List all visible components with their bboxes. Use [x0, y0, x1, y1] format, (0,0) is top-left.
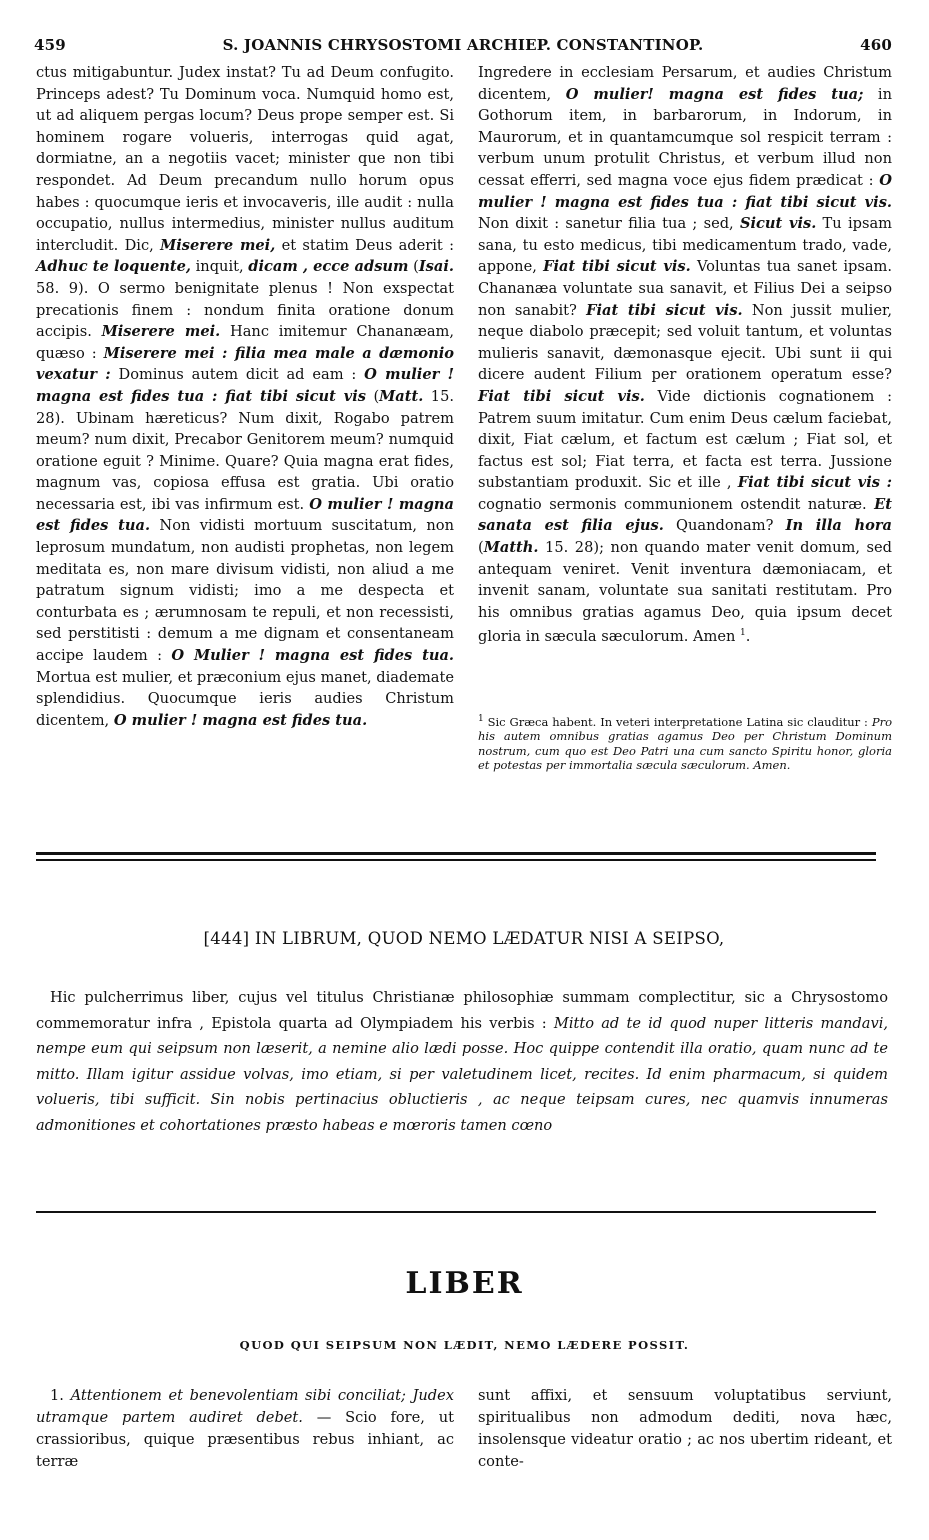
body-left-column [36, 1385, 454, 1473]
footnote-latin-quote: Pro his autem omnibus gratias agamus Deo per Christum Dominum nostrum, cum quo est Deo Patri una cum sancto Spiritu honor, gloria et potestas per immortalia sæcula sæculorum. Amen. [478, 714, 892, 773]
text-run: inquit, [190, 258, 249, 276]
italic-quote: Miserere mei. [101, 323, 221, 341]
text-run: — Scio fore, ut crassioribus, quique præsentibus rebus inhiant, ac terræ [36, 1409, 454, 1470]
italic-quote: Fiat tibi sicut vis : [737, 474, 892, 492]
italic-quote: Adhuc te loquente, [36, 258, 191, 276]
footnote-number: 1 [478, 714, 484, 724]
italic-quote: O mulier ! magna est fides tua : fiat tibi sicut vis [36, 366, 454, 405]
text-run: Hic pulcherrimus liber, cujus vel titulus Christianæ philosophiæ summam complectitur, sic a Chrysostomo commemoratur infra , Epistola quarta ad Olympiadem his verbis : [36, 989, 888, 1032]
text-run: Non vidisti mortuum suscitatum, non leprosum mundatum, non audisti prophetas, non legem meditata es, non mare divisum vidisti, non aliud a me patratum signum vidisti; imo a me despecta et conturbata es ; ærumnosam te repuli, et non recessisti, sed perstitisti : demum a me dignam et consentaneam accipe laudem : [36, 517, 454, 665]
text-run: 58. 9). O sermo benignitate plenus ! Non exspectat precationis finem : nondum finita oratione donum accipis. [36, 279, 454, 341]
text-run: Dominus autem dicit ad eam : [110, 366, 365, 384]
intro-paragraph [36, 985, 888, 1138]
section-number: 1. [50, 1387, 71, 1404]
page-number-left: 459 [34, 36, 66, 54]
italic-quote: Mitto ad te id quod nuper litteris mandavi, nempe eum qui seipsum non læserit, a nemine alio lædi posse. Hoc quippe contendit illa oratio, quam nunc ad te mitto. Illam igitur assidue volvas, imo etiam, si per valetudinem licet, recites. Id enim pharmacum, si quidem volueris, tibi sufficit. Sin nobis pertinacius obluctieris , ac neque teipsam cures, nec quamvis innumeras admonitiones et cohortationes præsto habeas e mœroris tamen cœno [36, 1014, 888, 1134]
italic-quote: O mulier ! magna est fides tua. [36, 495, 454, 535]
divider-rule [36, 1211, 876, 1213]
text-run: Vide dictionis cognationem : Patrem suum imitatur. Cum enim Deus cælum faciebat, dixit, Fiat cælum, et factum est cælum ; Fiat sol, et factus est sol; Fiat terra, et facta est terra. Jussione substantiam produxit. Sic et ille , [478, 387, 892, 492]
italic-quote: Miserere mei, [160, 236, 276, 254]
italic-quote: In illa hora [785, 517, 892, 535]
footnote [478, 712, 892, 773]
italic-quote: Fiat tibi sicut vis. [586, 301, 743, 319]
text-run: Non dixit : sanetur filia tua ; sed, [478, 215, 740, 233]
text-run: Quandonam? [663, 517, 786, 535]
italic-quote: Miserere mei : filia mea male a dæmonio vexatur : [36, 344, 454, 384]
footnote-text: Sic Græca habent. In veteri interpretatione Latina sic clauditur : [483, 714, 872, 729]
text-run: ( [478, 539, 484, 557]
text-run: ( [366, 387, 380, 405]
text-run: ( [408, 258, 419, 276]
text-run: ctus mitigabuntur. Judex instat? Tu ad Deum confugito. Princeps adest? Tu Dominum voca. Numquid homo est, ut ad aliquem pergas locum? Deus prope semper est. Si hominem rogare volueris, interrogas quid agat, dormiatne, an a negotiis vacet; minister que non tibi respondet. Ad Deum precandum nullo horum opus habes : quocumque ieris et invocaveris, ille audit : nulla occupatio, nullus intermedius, minister nullus auditum intercludit. Dic, [36, 64, 454, 254]
italic-quote: Et sanata est filia ejus. [478, 495, 892, 535]
section-summary: Attentionem et benevolentiam sibi conciliat; Judex utramque partem audiret debet. [36, 1387, 454, 1426]
text-run: Voluntas tua sanet ipsam. Chananæa voluntate sua sanavit, et Filius Dei a seipso non sanabit? [478, 258, 893, 319]
left-column [36, 62, 454, 731]
italic-quote: O Mulier ! magna est fides tua. [171, 647, 454, 665]
italic-quote: O mulier ! magna est fides tua. [113, 711, 368, 729]
right-column [478, 62, 892, 648]
text-run: Ingredere in ecclesiam Persarum, et audies Christum dicentem, [478, 64, 892, 103]
citation-ref: Matth. [483, 539, 539, 557]
text-run: . [745, 628, 751, 646]
section-title: [444] IN LIBRUM, QUOD NEMO LÆDATUR NISI A SEIPSO, [203, 929, 725, 948]
italic-quote: O mulier! magna est fides tua; [565, 85, 864, 103]
text-run: 15. 28); non quando mater venit domum, sed antequam veniret. Venit inventura dæmoniacam, et invenit sanam, voluntate sua sanitati restitutam. Pro his omnibus gratias agamus Deo, quia ipsum decet gloria in sæcula sæculorum. Amen [478, 539, 892, 646]
text-run: Hanc imitemur Chananæam, quæso : [36, 323, 454, 362]
text-run: et statim Deus aderit : [275, 236, 454, 254]
right-column-paragraph [478, 62, 892, 648]
citation-ref: Isai. [418, 258, 454, 276]
intro-note [36, 985, 888, 1138]
body-paragraph: sunt affixi, et sensuum voluptatibus serviunt, spiritualibus non admodum dediti, nova hæc, insolensque videatur oratio ; ac nos ubertim rideant, et conte- [478, 1387, 892, 1470]
book-subtitle: QUOD QUI SEIPSUM NON LÆDIT, NEMO LÆDERE POSSIT. [239, 1338, 690, 1352]
italic-quote: Fiat tibi sicut vis. [543, 258, 691, 276]
body-right-column [478, 1385, 892, 1473]
text-run: cognatio sermonis communionem ostendit naturæ. [478, 495, 875, 513]
text-run: 15. 28). Ubinam hæreticus? Num dixit, Rogabo patrem meum? num dixit, Precabor Genitorem meum? numquid oratione eguit ? Minime. Quare? Quia magna erat fides, magnum vas, copiosa effusa est gratia. Ubi oratio necessaria est, ibi vas infirmum est. [36, 387, 454, 513]
section-divider-top [36, 852, 876, 855]
page-number-right: 460 [860, 36, 892, 54]
text-run: Mortua est mulier, et præconium ejus manet, diademate splendidius. Quocumque ieris audies Christum dicentem, [36, 668, 455, 729]
footnote-marker: 1 [740, 628, 746, 639]
text-run: Non jussit mulier, neque diabolo præcepit; sed voluit tantum, et voluntas mulieris sanavit, dæmonasque ejecit. Ubi sunt ii qui dicere audent Filium per orationem operatum esse? [478, 301, 892, 384]
citation-ref: Matt. [379, 387, 424, 405]
book-title: LIBER [405, 1266, 524, 1301]
text-run: Tu ipsam sana, tu esto medicus, tibi medicamentum trado, vade, appone, [478, 215, 892, 276]
running-title: S. JOANNIS CHRYSOSTOMI ARCHIEP. CONSTANTINOP. [222, 36, 704, 54]
italic-quote: Sicut vis. [739, 215, 817, 233]
italic-quote: O mulier ! magna est fides tua : fiat tibi sicut vis. [478, 171, 892, 211]
running-head [34, 36, 892, 58]
text-run: in Gothorum item, in barbarorum, in Indorum, in Maurorum, et in quantamcumque sol respicit terram : verbum unum protulit Christus, et verbum illud non cessat efferri, sed magna voce ejus fidem prædicat : [478, 85, 892, 189]
body-paragraph [36, 1385, 454, 1473]
section-divider-bottom [36, 859, 876, 861]
italic-quote: Fiat tibi sicut vis. [478, 387, 645, 405]
left-column-paragraph [36, 62, 454, 731]
italic-quote: dicam , ecce adsum [248, 258, 409, 276]
